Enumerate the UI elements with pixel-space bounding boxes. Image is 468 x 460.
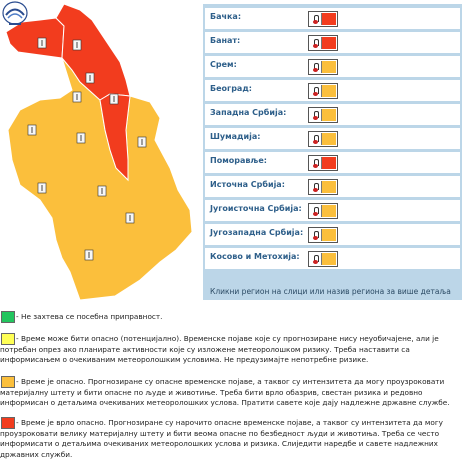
warning-indicator[interactable]: [308, 83, 338, 99]
thermometer-icon[interactable]: [126, 213, 134, 223]
map-region-banat[interactable]: [56, 4, 130, 100]
region-name[interactable]: Југоисточна Србија:: [210, 204, 302, 213]
warning-level-color: [322, 157, 336, 169]
warning-level-color: [322, 253, 336, 265]
legend-text: - Не захтева се посебна приправност.: [16, 312, 163, 321]
warning-indicator[interactable]: [308, 11, 338, 27]
region-name[interactable]: Београд:: [210, 84, 252, 93]
legend-text: - Време је врло опасно. Прогнозиране су нарочито опасне временске појаве, а таквог су интензитета да могу проузроковати велику материјалну штету и бити веома опасне по безбедност људи и животиња. Треба се често информисати о детаљима очекиваних метеоролошких услова и ризика. Слиједити наредбе и савете надлежних државних служби.: [0, 418, 443, 459]
warning-level-color: [322, 109, 336, 121]
legend-text: - Време је опасно. Прогнозиране су опасне временске појаве, а таквог су интензитета да могу проузроковати материјалну штету и бити опасне по људе и животиње. Треба бити врло обазрив, свестан ризика и редовно информисан о детаљима очекиваних метеоролошких услова. Пратити савете које дају надлежне државне службе.: [0, 377, 450, 407]
thermometer-icon[interactable]: [110, 94, 118, 104]
thermometer-icon: [310, 109, 322, 121]
region-name[interactable]: Поморавље:: [210, 156, 267, 165]
warning-indicator[interactable]: [308, 35, 338, 51]
thermometer-icon: [310, 157, 322, 169]
region-row[interactable]: [205, 248, 460, 269]
legend-text: - Време може бити опасно (потенцијално). Временске појаве које су прогнозиране нису неуобичајене, али је потребан опрез ако планирате активности које су изложене метеоролошком ризику. Треба наставити са информисањем о очекиваним метеоролошким условима. Не предузимајте непотребне ризике.: [0, 334, 439, 364]
region-row[interactable]: [205, 80, 460, 101]
thermometer-icon: [310, 229, 322, 241]
thermometer-icon[interactable]: [138, 137, 146, 147]
thermometer-icon[interactable]: [73, 92, 81, 102]
warning-level-color: [322, 205, 336, 217]
region-name[interactable]: Банат:: [210, 36, 241, 45]
warning-indicator[interactable]: [308, 59, 338, 75]
thermometer-icon[interactable]: [77, 133, 85, 143]
region-name[interactable]: Срем:: [210, 60, 237, 69]
thermometer-icon[interactable]: [28, 125, 36, 135]
region-row[interactable]: [205, 8, 460, 29]
warning-level-color: [322, 61, 336, 73]
thermometer-icon: [310, 85, 322, 97]
thermometer-icon[interactable]: [86, 73, 94, 83]
region-list-hint: Кликни регион на слици или назив региона за више детаља: [210, 287, 451, 296]
region-list-panel: [203, 4, 462, 300]
region-name[interactable]: Југозападна Србија:: [210, 228, 304, 237]
region-row[interactable]: [205, 104, 460, 125]
region-row[interactable]: [205, 176, 460, 197]
warning-level-color: [322, 133, 336, 145]
warning-indicator[interactable]: [308, 227, 338, 243]
region-row[interactable]: [205, 224, 460, 245]
thermometer-icon: [310, 13, 322, 25]
warning-indicator[interactable]: [308, 179, 338, 195]
thermometer-icon[interactable]: [73, 40, 81, 50]
region-name[interactable]: Западна Србија:: [210, 108, 287, 117]
region-row[interactable]: [205, 56, 460, 77]
warning-indicator[interactable]: [308, 107, 338, 123]
thermometer-icon: [310, 61, 322, 73]
thermometer-icon: [310, 205, 322, 217]
warning-level-color: [322, 85, 336, 97]
rhmz-logo-icon: [0, 0, 30, 28]
thermometer-icon[interactable]: [38, 183, 46, 193]
region-name[interactable]: Бачка:: [210, 12, 242, 21]
thermometer-icon: [310, 133, 322, 145]
region-row[interactable]: [205, 32, 460, 53]
warning-map[interactable]: [0, 0, 203, 302]
warning-level-color: [322, 13, 336, 25]
warning-level-color: [322, 37, 336, 49]
region-row[interactable]: [205, 128, 460, 149]
warning-level-color: [322, 229, 336, 241]
warning-indicator[interactable]: [308, 203, 338, 219]
thermometer-icon: [310, 37, 322, 49]
warning-indicator[interactable]: [308, 155, 338, 171]
region-row[interactable]: [205, 200, 460, 221]
thermometer-icon[interactable]: [85, 250, 93, 260]
thermometer-icon[interactable]: [38, 38, 46, 48]
thermometer-icon: [310, 181, 322, 193]
warning-indicator[interactable]: [308, 251, 338, 267]
warning-indicator[interactable]: [308, 131, 338, 147]
region-name[interactable]: Шумадија:: [210, 132, 261, 141]
region-row[interactable]: [205, 152, 460, 173]
region-name[interactable]: Источна Србија:: [210, 180, 285, 189]
thermometer-icon[interactable]: [98, 186, 106, 196]
serbia-map-svg[interactable]: [0, 0, 203, 302]
warning-level-color: [322, 181, 336, 193]
region-name[interactable]: Косово и Метохија:: [210, 252, 300, 261]
thermometer-icon: [310, 253, 322, 265]
